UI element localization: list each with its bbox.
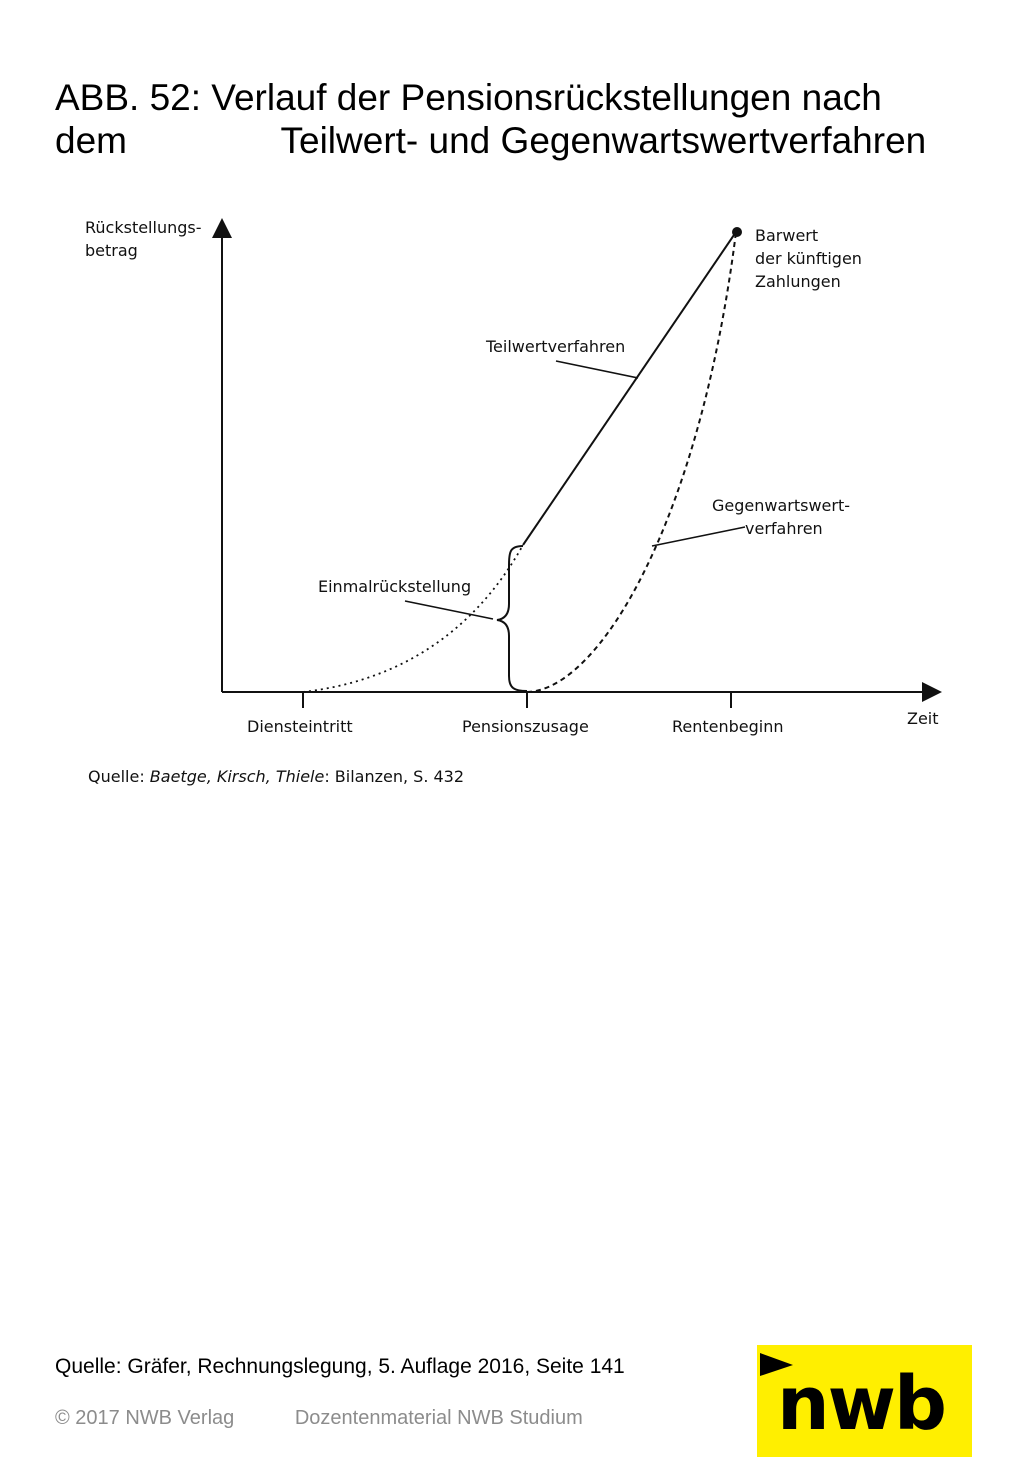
y-axis-label-line-2: betrag — [85, 241, 138, 260]
y-axis-label-line-1: Rückstellungs- — [85, 218, 202, 237]
footer-material: Dozentenmaterial NWB Studium — [294, 1407, 583, 1429]
gegenwartswert-curve — [527, 232, 736, 692]
x-tick-label-rentenbeginn: Rentenbeginn — [672, 717, 784, 736]
leader-teilwert — [556, 361, 638, 378]
leader-einmalrueckstellung — [405, 601, 493, 619]
page-title — [55, 76, 995, 162]
x-tick-label-pensionszusage: Pensionszusage — [462, 717, 589, 736]
leader-gegenwartswert — [652, 527, 745, 546]
nwb-logo — [757, 1345, 972, 1457]
teilwert-label: Teilwertverfahren — [486, 337, 626, 356]
einmalrueckstellung-label: Einmalrückstellung — [318, 577, 472, 596]
diagram-source-rest: : Bilanzen, S. 432 — [324, 767, 465, 786]
title-line-2: dem Teilwert- und Gegenwartswertverfahren — [55, 120, 927, 161]
title-line-1: ABB. 52: Verlauf der Pensionsrückstellungen nach — [55, 77, 882, 118]
endpoint-label-line-2: der künftigen — [755, 249, 862, 268]
x-tick-label-diensteintritt: Diensteintritt — [247, 717, 353, 736]
logo-wordmark: nwb — [777, 1361, 946, 1447]
source-citation: Quelle: Gräfer, Rechnungslegung, 5. Auflage 2016, Seite 141 — [55, 1355, 625, 1378]
pension-provision-diagram — [0, 195, 1024, 805]
diagram-source — [88, 767, 464, 786]
einmalrueckstellung-brace — [497, 546, 527, 691]
teilwert-line — [523, 232, 736, 545]
endpoint-label-line-1: Barwert — [755, 226, 819, 245]
barwert-point — [732, 227, 742, 237]
footer-copyright: © 2017 NWB Verlag — [55, 1407, 235, 1429]
footer — [55, 1407, 583, 1430]
gegenwartswert-label-line-2: verfahren — [745, 519, 823, 538]
endpoint-label-line-3: Zahlungen — [755, 272, 841, 291]
diagram-source-authors: Baetge, Kirsch, Thiele — [149, 767, 325, 786]
x-axis-label: Zeit — [907, 709, 939, 728]
diagram-source-prefix: Quelle: — [88, 767, 150, 786]
gegenwartswert-label-line-1: Gegenwartswert- — [712, 496, 851, 515]
